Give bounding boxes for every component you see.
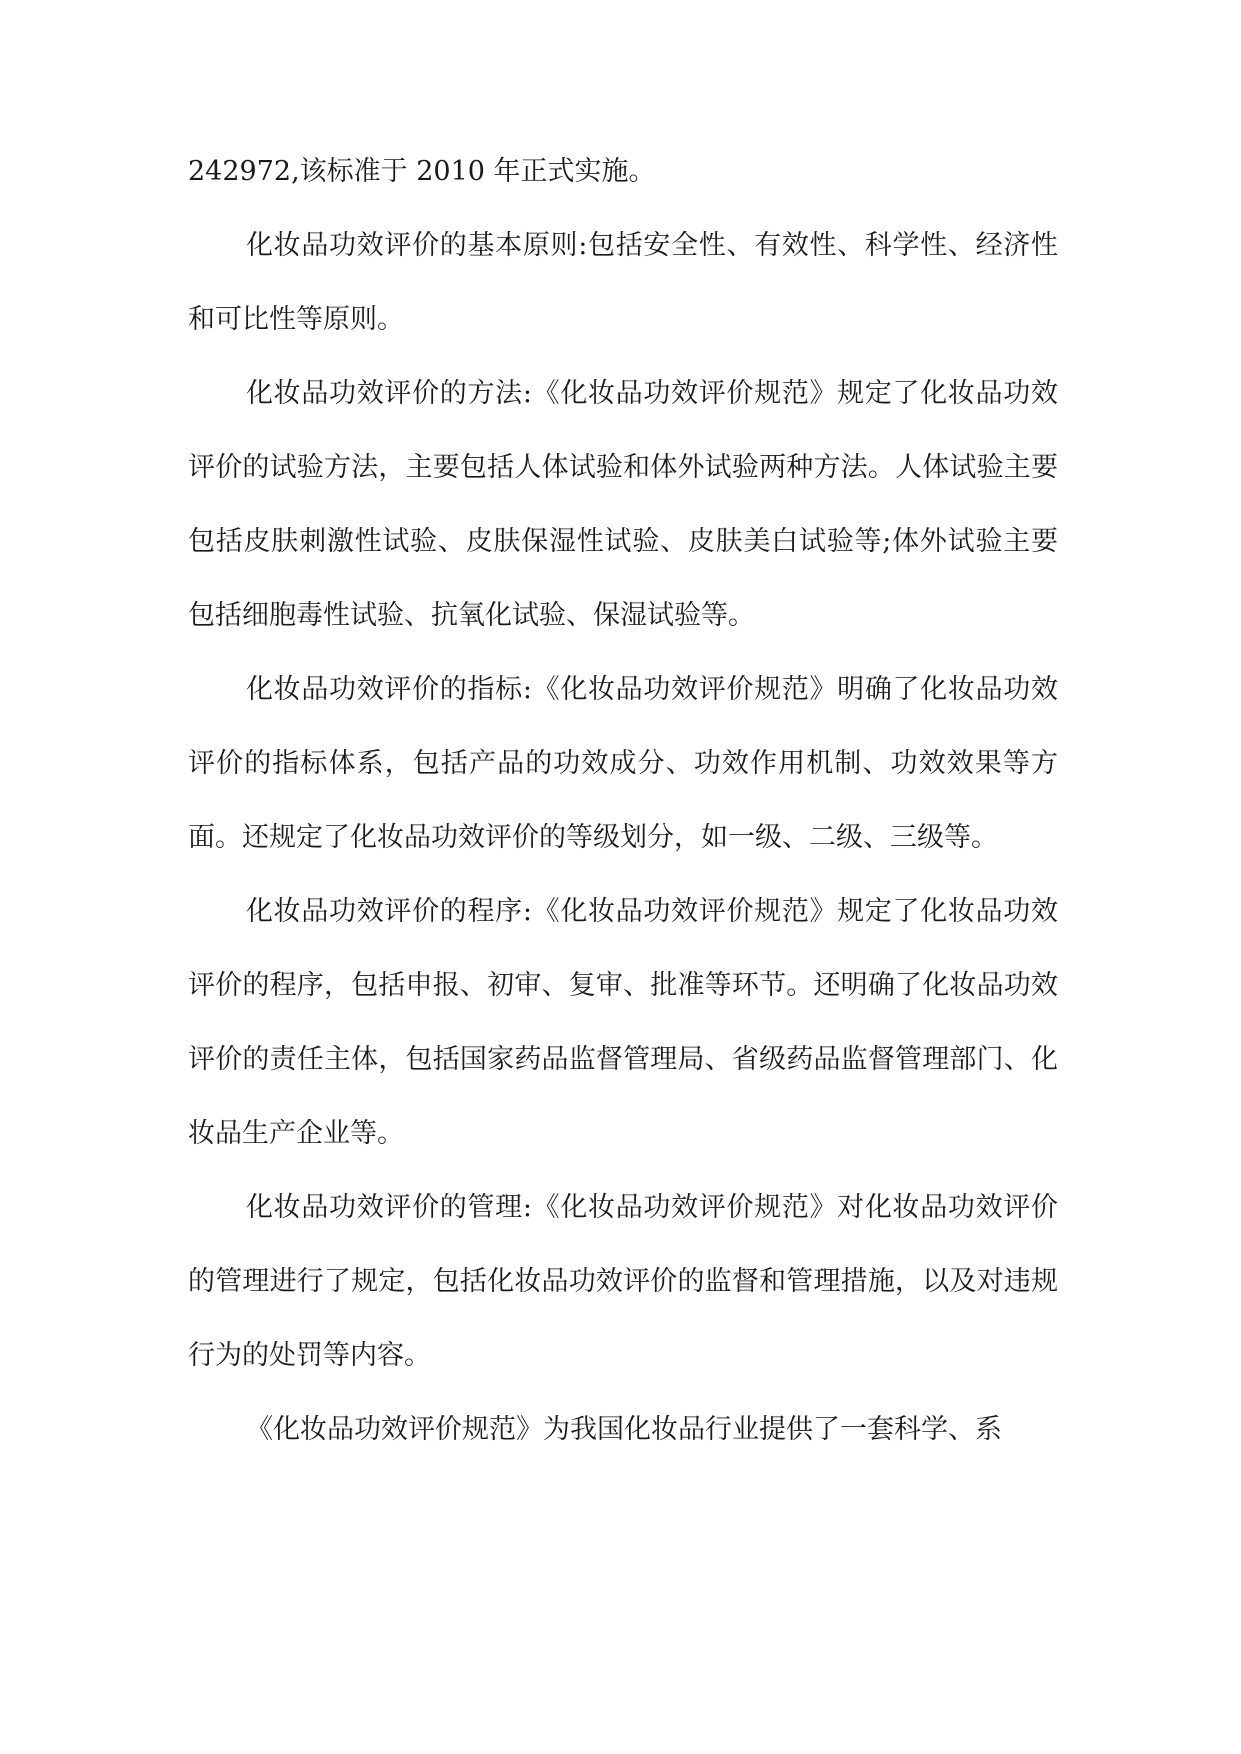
paragraph-methods: 化妆品功效评价的方法:《化妆品功效评价规范》规定了化妆品功效评价的试验方法，主要包括人体试验和体外试验两种方法。人体试验主要包括皮肤刺激性试验、皮肤保湿性试验、皮肤美白试验等;体外试验主要包括细胞毒性试验、抗氧化试验、保湿试验等。 [188,378,1058,631]
paragraph-procedure: 化妆品功效评价的程序:《化妆品功效评价规范》规定了化妆品功效评价的程序，包括申报、初审、复审、批准等环节。还明确了化妆品功效评价的责任主体，包括国家药品监督管理局、省级药品监督管理部门、化妆品生产企业等。 [188,896,1058,1149]
paragraph-conclusion: 《化妆品功效评价规范》为我国化妆品行业提供了一套科学、系 [246,1414,1002,1445]
paragraph-basic-principles: 化妆品功效评价的基本原则:包括安全性、有效性、科学性、经济性和可比性等原则。 [188,230,1058,335]
paragraph-indicators: 化妆品功效评价的指标:《化妆品功效评价规范》明确了化妆品功效评价的指标体系，包括产品的功效成分、功效作用机制、功效效果等方面。还规定了化妆品功效评价的等级划分，如一级、二级、三级等。 [188,674,1058,853]
paragraph-continuation: 242972,该标准于 2010 年正式实施。 [188,156,656,187]
paragraph-management: 化妆品功效评价的管理:《化妆品功效评价规范》对化妆品功效评价的管理进行了规定，包括化妆品功效评价的监督和管理措施，以及对违规行为的处罚等内容。 [188,1192,1058,1371]
body-text [188,135,1058,1467]
